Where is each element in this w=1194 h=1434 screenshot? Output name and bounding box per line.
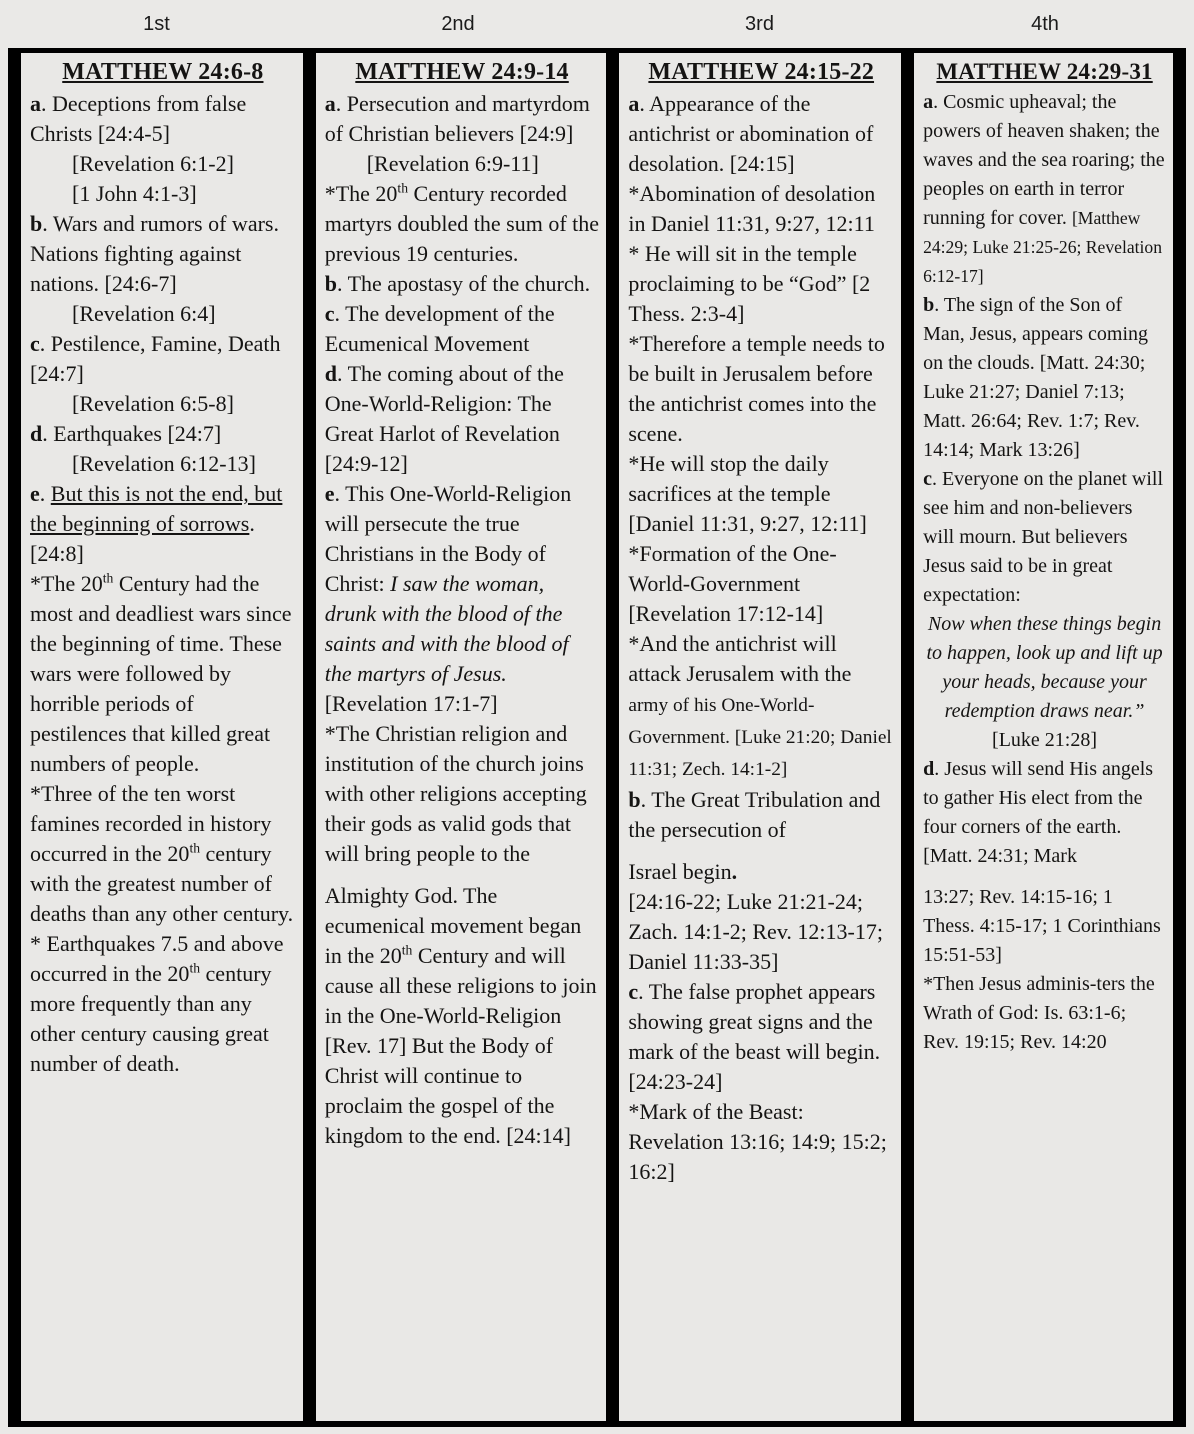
text-item (30, 389, 296, 419)
text-item (30, 779, 296, 929)
text-item (325, 299, 600, 359)
text-segment: *The Christian religion and institution of the church joins with other religions accepting their gods as valid gods that will bring people to the (324, 721, 587, 866)
text-segment: [Revelation 6:9-11] (366, 151, 539, 176)
text-segment: century more frequently than any other century causing great number of death. (30, 961, 272, 1076)
text-segment: . Everyone on the planet will see him and non-believers will mourn. But believers Jesus said to be in great expectation: (923, 468, 1164, 606)
text-item (325, 479, 600, 689)
text-segment: army of his One-World-Government. [Luke 21:20; Daniel 11:31; Zech. 14:1-2] (628, 695, 892, 780)
column-header-3rd: 3rd (745, 12, 774, 35)
text-segment: b (324, 271, 337, 296)
text-segment: * Earthquakes 7.5 and above occurred in the 20 (30, 931, 284, 986)
text-segment: [Revelation 17:1-7] (324, 691, 498, 716)
text-segment: . Jesus will send His angels to gather His elect from the four corners of the earth. [Matt. 24:31; Mark (923, 758, 1154, 867)
text-segment: * He will sit in the temple proclaiming to be “God” [2 Thess. 2:3-4] (628, 241, 871, 326)
text-segment: a (324, 91, 336, 116)
text-segment: . The apostasy of the church. (336, 271, 591, 296)
text-segment: *The 20 (324, 181, 398, 206)
text-segment: Century recorded martyrs doubled the sum of the previous 19 centuries. (324, 181, 600, 266)
text-segment: c (30, 331, 40, 356)
text-segment: th (189, 840, 201, 856)
text-item (628, 329, 894, 449)
text-segment: d (923, 758, 935, 780)
text-segment: th (401, 942, 413, 958)
text-item (30, 179, 296, 209)
text-item (628, 629, 894, 785)
text-segment: Century and will cause all these religions to join in the One-World-Religion [Rev. 17] But the Body of Christ will continue to proclaim the gospel of the kingdom to the end. [24:14] (324, 943, 597, 1148)
text-segment: d (324, 361, 337, 386)
text-segment: *Then Jesus adminis-ters the Wrath of God: Is. 63:1-6; Rev. 19:15; Rev. 14:20 (923, 973, 1155, 1053)
text-segment: . (731, 859, 738, 884)
text-segment: [Revelation 6:12-13] (72, 451, 256, 476)
column-title: MATTHEW 24:9-14 (355, 59, 569, 85)
column-body (628, 89, 894, 1187)
text-segment: [Revelation 6:4] (72, 301, 216, 326)
text-item (628, 539, 894, 629)
text-item (923, 291, 1166, 465)
column-header-1st: 1st (143, 12, 170, 35)
text-segment: Century had the most and deadliest wars since the beginning of time. These wars were followed by horrible periods of pestilences that killed great numbers of people. (30, 571, 292, 776)
text-item (325, 179, 600, 269)
column-body (325, 89, 600, 1151)
text-segment: . Cosmic upheaval; the powers of heaven shaken; the waves and the sea roaring; the peoples on earth in terror running for cover. (923, 91, 1165, 229)
text-item (325, 719, 600, 869)
text-segment: *Abomination of desolation in Daniel 11:31, 9:27, 12:11 (628, 181, 876, 236)
text-segment: Israel begin (628, 859, 732, 884)
text-segment: . The coming about of the One-World-Religion: The Great Harlot of Revelation (324, 361, 564, 446)
text-segment: [24:16-22; Luke 21:21-24; Zach. 14:1-2; Rev. 12:13-17; Daniel 11:33-35] (628, 889, 883, 974)
text-segment: I saw the woman, drunk with the blood of the saints and with the blood of the martyrs of Jesus. (324, 571, 569, 686)
text-segment: b (923, 294, 935, 316)
text-item (325, 689, 600, 719)
text-segment: 13:27; Rev. 14:15-16; 1 Thess. 4:15-17; 1 Corinthians 15:51-53] (923, 886, 1161, 966)
text-segment: a (30, 91, 41, 116)
text-segment: . Earthquakes [24:7] (42, 421, 222, 446)
text-item (30, 479, 296, 569)
text-item (628, 785, 894, 845)
column-header-row (0, 0, 1194, 48)
text-item (923, 610, 1166, 755)
text-item (628, 977, 894, 1097)
text-segment: . Persecution and martyrdom of Christian believers [24:9] (324, 91, 590, 146)
text-item (628, 857, 894, 887)
text-segment: [1 John 4:1-3] (72, 181, 197, 206)
text-item (628, 449, 894, 539)
text-item (30, 89, 296, 149)
column-title: MATTHEW 24:6-8 (62, 59, 264, 85)
text-item (628, 1097, 894, 1187)
text-segment: Almighty God. The ecumenical movement began in the 20 (324, 883, 582, 968)
text-segment: c (324, 301, 335, 326)
text-segment: *And the antichrist will attack Jerusalem with the (628, 631, 852, 686)
text-segment: . Deceptions from false Christs [24:4-5] (30, 91, 247, 146)
text-item (325, 89, 600, 149)
text-item (628, 887, 894, 977)
text-segment: Now when these things begin to happen, look up and lift up your heads, because your redemption draws near.” (926, 613, 1163, 722)
text-item (923, 970, 1166, 1057)
text-item (30, 329, 296, 389)
text-item (30, 419, 296, 449)
text-segment: *Mark of the Beast: Revelation 13:16; 14:9; 15:2; 16:2] (628, 1099, 887, 1184)
text-segment: d (30, 421, 43, 446)
text-segment: *The 20 (30, 571, 103, 596)
text-segment: e (30, 481, 40, 506)
text-segment: b (30, 211, 43, 236)
text-segment: But this is not the end, but the beginning of sorrows (30, 481, 283, 536)
text-segment: [24:9-12] (324, 451, 408, 476)
text-item (325, 359, 600, 449)
column-matthew-24-29-31 (901, 53, 1173, 1421)
text-segment: *Therefore a temple needs to be built in Jerusalem before the antichrist comes into the scene. (628, 331, 885, 446)
text-segment: th (189, 960, 201, 976)
text-segment: . The false prophet appears showing great signs and the mark of the beast will begin. [24:23-24] (628, 979, 881, 1094)
text-segment: *Three of the ten worst famines recorded in history occurred in the 20 (30, 781, 272, 866)
text-segment: a (628, 91, 640, 116)
text-segment: . [24:8] (30, 511, 255, 566)
text-segment: [Matthew 24:29; Luke 21:25-26; Revelation 6:12-17] (923, 208, 1163, 286)
text-segment: . Wars and rumors of wars. Nations fighting against nations. [24:6-7] (30, 211, 279, 296)
text-item (628, 239, 894, 329)
text-segment: . This One-World-Religion will persecute the true Christians in the Body of Christ: (324, 481, 572, 596)
text-segment: a (923, 91, 934, 113)
text-segment: . Pestilence, Famine, Death [24:7] (30, 331, 281, 386)
text-item (30, 209, 296, 299)
text-item (30, 929, 296, 1079)
text-item (628, 89, 894, 179)
text-segment: century with the greatest number of deaths than any other century. (30, 841, 294, 926)
text-item (325, 449, 600, 479)
text-segment: th (102, 570, 114, 586)
text-item (30, 449, 296, 479)
text-segment: e (324, 481, 335, 506)
text-item (923, 755, 1166, 871)
column-body (923, 88, 1166, 1057)
text-item (628, 179, 894, 239)
text-segment: c (628, 979, 639, 1004)
text-segment: . The Great Tribulation and the persecution of (628, 787, 881, 842)
column-title: MATTHEW 24:15-22 (648, 59, 875, 85)
text-segment: . (39, 481, 51, 506)
text-item (325, 149, 600, 179)
text-segment: [Luke 21:28] (992, 729, 1098, 751)
column-title: MATTHEW 24:29-31 (936, 59, 1153, 84)
text-item (30, 149, 296, 179)
column-header-2nd: 2nd (441, 12, 475, 35)
text-segment: th (397, 180, 409, 196)
text-item (923, 88, 1166, 291)
text-segment: c (923, 468, 932, 490)
text-item (325, 881, 600, 1151)
text-item (30, 299, 296, 329)
text-segment: *He will stop the daily sacrifices at the temple [Daniel 11:31, 9:27, 12:11] (628, 451, 867, 536)
text-item (923, 883, 1166, 970)
text-item (30, 569, 296, 779)
text-segment: [Revelation 6:1-2] (72, 151, 234, 176)
text-segment: *Formation of the One-World-Government [Revelation 17:12-14] (628, 541, 837, 626)
text-segment: [Revelation 6:5-8] (72, 391, 234, 416)
text-segment: . The sign of the Son of Man, Jesus, appears coming on the clouds. [Matt. 24:30; Luke 21:27; Daniel 7:13; Matt. 26:64; Rev. 1:7; Rev. 14:14; Mark 13:26] (923, 294, 1149, 461)
column-matthew-24-6-8 (8, 53, 303, 1421)
column-matthew-24-15-22 (606, 53, 901, 1421)
text-segment: . The development of the Ecumenical Movement (324, 301, 555, 356)
column-body (30, 89, 296, 1079)
text-segment: b (628, 787, 641, 812)
text-item (923, 465, 1166, 610)
text-segment: . Appearance of the antichrist or abomination of desolation. [24:15] (628, 91, 874, 176)
column-matthew-24-9-14 (303, 53, 607, 1421)
text-item (325, 269, 600, 299)
prophecy-table (8, 48, 1186, 1427)
column-header-4th: 4th (1031, 12, 1059, 35)
